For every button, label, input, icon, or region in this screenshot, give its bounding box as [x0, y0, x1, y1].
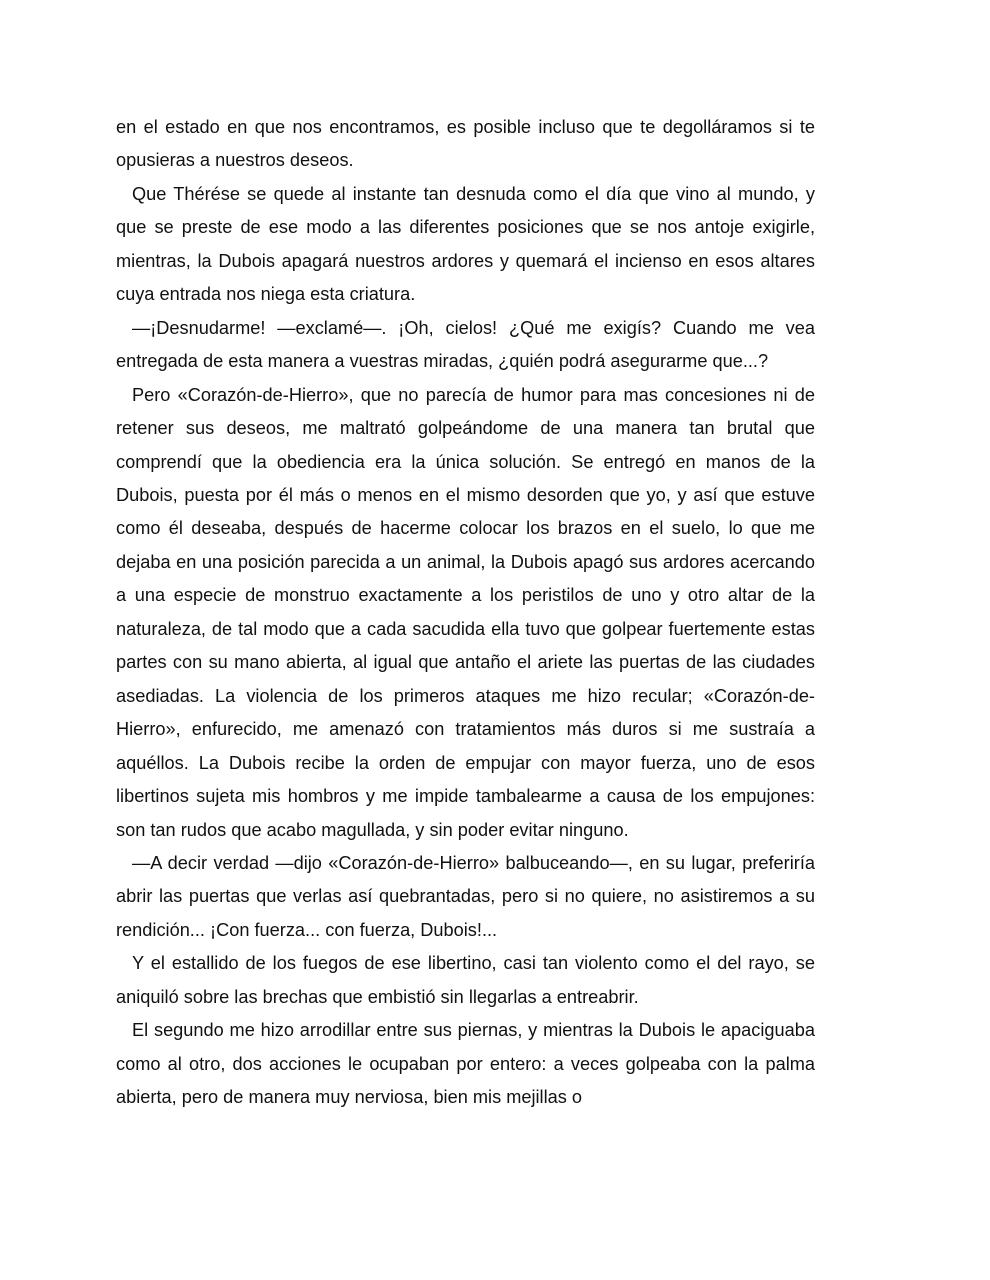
paragraph-5: —A decir verdad —dijo «Corazón-de-Hierro» balbuceando—, en su lugar, preferiría abrir las puertas que verlas así quebrantadas, pero si no quiere, no asistiremos a su rendición... ¡Con fuerza... con fuerza, Dubois!...	[116, 852, 815, 940]
paragraph-4: Pero «Corazón-de-Hierro», que no parecía de humor para mas concesiones ni de retener sus deseos, me maltrató golpeándome de una manera tan brutal que comprendí que la obediencia era la única solución. Se entregó en manos de la Dubois, puesta por él más o menos en el mismo desorden que yo, y así que estuve como él deseaba, después de hacerme colocar los brazos en el suelo, lo que me dejaba en una posición parecida a un animal, la Dubois apagó sus ardores acercando a una especie de monstruo exactamente a los peristilos de uno y otro altar de la naturaleza, de tal modo que a cada sacudida ella tuvo que golpear fuertemente estas partes con su mano abierta, al igual que antaño el ariete las puertas de las ciudades asediadas. La violencia de los primeros ataques me hizo recular; «Corazón-de-Hierro», enfurecido, me amenazó con tratamientos más duros si me sustraía a aquéllos. La Dubois recibe la orden de empujar con mayor fuerza, uno de esos libertinos sujeta mis hombros y me impide tambalearme a causa de los empujones: son tan rudos que acabo magullada, y sin poder evitar ninguno.	[116, 384, 815, 840]
body-text	[116, 111, 815, 1115]
paragraph-7: El segundo me hizo arrodillar entre sus piernas, y mientras la Dubois le apaciguaba como al otro, dos acciones le ocupaban por entero: a veces golpeaba con la palma abierta, pero de manera muy nerviosa, bien mis mejillas o	[116, 1020, 815, 1108]
paragraph-2: Que Thérése se quede al instante tan desnuda como el día que vino al mundo, y que se preste de ese modo a las diferentes posiciones que se nos antoje exigirle, mientras, la Dubois apagará nuestros ardores y quemará el incienso en esos altares cuya entrada nos niega esta criatura.	[116, 183, 815, 305]
paragraph-3: —¡Desnudarme! —exclamé—. ¡Oh, cielos! ¿Qué me exigís? Cuando me vea entregada de esta manera a vuestras miradas, ¿quién podrá asegurarme que...?	[116, 317, 815, 372]
paragraph-1: en el estado en que nos encontramos, es posible incluso que te degolláramos si te opusieras a nuestros deseos.	[116, 117, 815, 171]
paragraph-6: Y el estallido de los fuegos de ese libertino, casi tan violento como el del rayo, se aniquiló sobre las brechas que embistió sin llegarlas a entreabrir.	[116, 953, 815, 1007]
